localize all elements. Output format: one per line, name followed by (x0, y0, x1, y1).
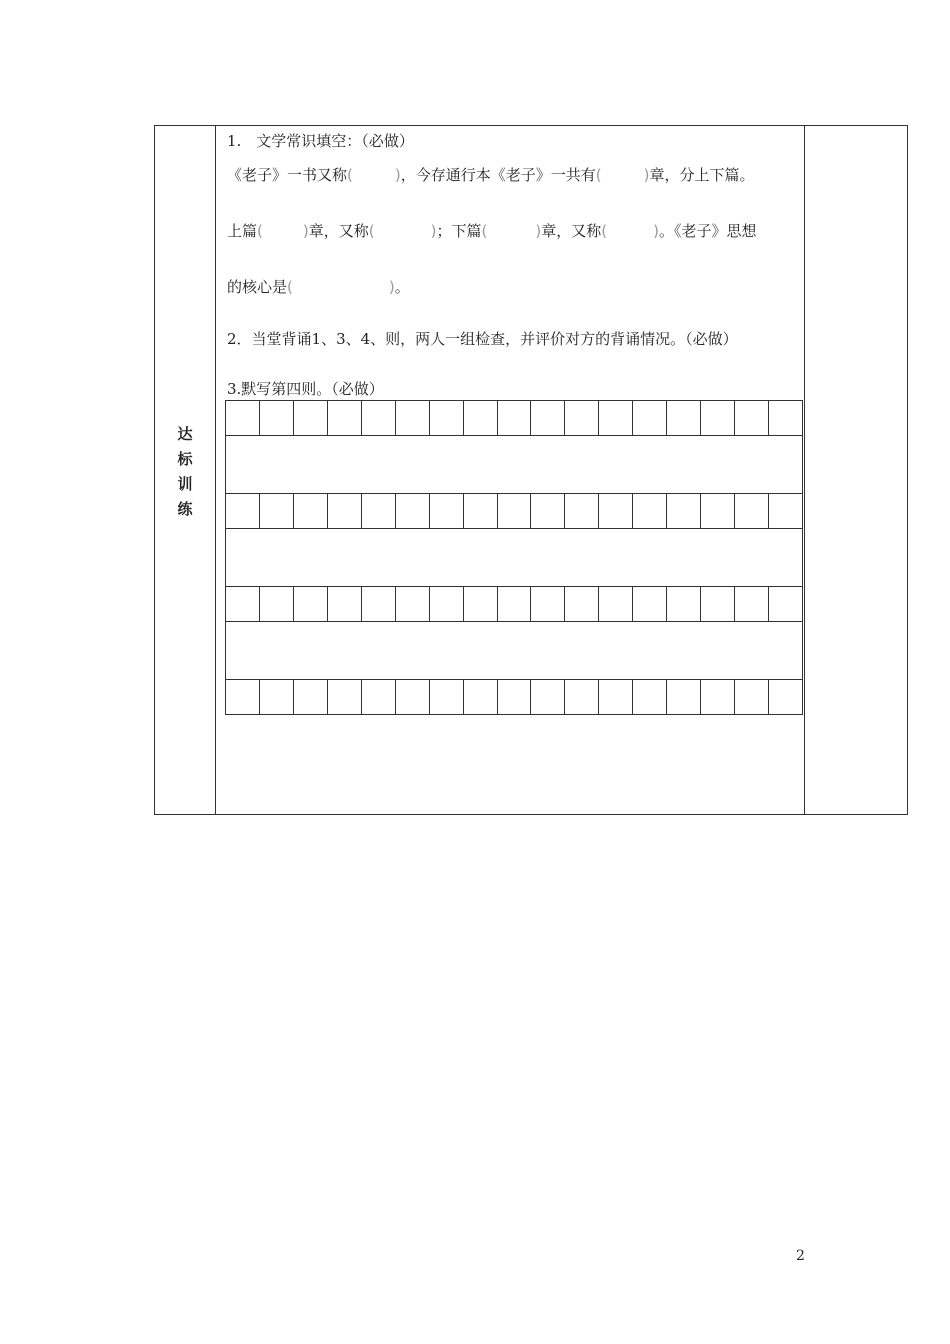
grid-cell[interactable] (769, 494, 802, 528)
answer-blank[interactable]: ( ) (368, 222, 437, 240)
grid-gap (225, 529, 803, 586)
section-label (155, 422, 215, 522)
exercise-table (154, 125, 908, 815)
grid-cell[interactable] (667, 401, 701, 435)
grid-cell[interactable] (294, 680, 328, 714)
grid-cell[interactable] (226, 494, 260, 528)
answer-blank[interactable]: ( ) (595, 166, 650, 184)
grid-cell[interactable] (633, 401, 667, 435)
grid-cell[interactable] (565, 587, 599, 621)
grid-cell[interactable] (294, 587, 328, 621)
grid-cell[interactable] (464, 680, 498, 714)
answer-blank[interactable]: ( ) (287, 278, 395, 296)
grid-cell[interactable] (396, 587, 430, 621)
grid-cell[interactable] (633, 494, 667, 528)
grid-cell[interactable] (599, 680, 633, 714)
grid-cell[interactable] (396, 401, 430, 435)
page-number: 2 (796, 1248, 805, 1264)
grid-cell[interactable] (498, 494, 532, 528)
grid-cell[interactable] (565, 680, 599, 714)
column-divider-right (804, 126, 805, 814)
q2-text: 2．当堂背诵1、3、4、则，两人一组检查，并评价对方的背诵情况。（必做） (227, 330, 738, 348)
grid-cell[interactable] (667, 494, 701, 528)
grid-cell[interactable] (531, 401, 565, 435)
grid-cell[interactable] (430, 680, 464, 714)
grid-cell[interactable] (599, 401, 633, 435)
q1-line-3: 的核心是( )。 (227, 278, 410, 296)
grid-cell[interactable] (294, 401, 328, 435)
grid-cell[interactable] (328, 587, 362, 621)
grid-cell[interactable] (260, 680, 294, 714)
grid-cell[interactable] (769, 587, 802, 621)
grid-cell[interactable] (260, 494, 294, 528)
grid-cell[interactable] (328, 401, 362, 435)
answer-blank[interactable]: ( ) (601, 222, 659, 240)
grid-cell[interactable] (294, 494, 328, 528)
q3-text: 3.默写第四则。（必做） (227, 380, 384, 398)
grid-cell[interactable] (396, 494, 430, 528)
grid-cell[interactable] (599, 494, 633, 528)
answer-blank[interactable]: ( ) (481, 222, 542, 240)
grid-cell[interactable] (735, 401, 769, 435)
column-divider-left (215, 126, 216, 814)
grid-cell[interactable] (633, 680, 667, 714)
grid-cell[interactable] (667, 587, 701, 621)
grid-cell[interactable] (565, 401, 599, 435)
grid-cell[interactable] (260, 401, 294, 435)
grid-cell[interactable] (531, 680, 565, 714)
grid-cell[interactable] (735, 494, 769, 528)
q1-line-2: 上篇( )章，又称( )；下篇( )章，又称( )。《老子》思想 (227, 222, 757, 240)
grid-cell[interactable] (464, 401, 498, 435)
grid-cell[interactable] (430, 401, 464, 435)
grid-cell[interactable] (633, 587, 667, 621)
grid-cell[interactable] (701, 401, 735, 435)
grid-cell[interactable] (396, 680, 430, 714)
grid-cell[interactable] (701, 587, 735, 621)
grid-row (225, 400, 803, 436)
grid-cell[interactable] (701, 494, 735, 528)
q1-title: 1. 文学常识填空：（必做） (227, 132, 414, 150)
grid-cell[interactable] (464, 494, 498, 528)
q1-line-1: 《老子》一书又称( )，今存通行本《老子》一共有( )章，分上下篇。 (227, 166, 755, 184)
grid-cell[interactable] (735, 587, 769, 621)
section-label-char: 标 (177, 450, 193, 468)
grid-cell[interactable] (769, 401, 802, 435)
section-label-char: 训 (177, 475, 193, 493)
grid-row (225, 679, 803, 715)
grid-cell[interactable] (498, 587, 532, 621)
section-label-char: 练 (177, 500, 193, 518)
grid-row (225, 586, 803, 622)
grid-cell[interactable] (667, 680, 701, 714)
grid-cell[interactable] (735, 680, 769, 714)
grid-cell[interactable] (430, 494, 464, 528)
grid-cell[interactable] (362, 587, 396, 621)
grid-cell[interactable] (599, 587, 633, 621)
grid-cell[interactable] (362, 680, 396, 714)
grid-cell[interactable] (464, 587, 498, 621)
grid-cell[interactable] (328, 680, 362, 714)
grid-cell[interactable] (260, 587, 294, 621)
grid-gap (225, 436, 803, 493)
grid-cell[interactable] (498, 680, 532, 714)
grid-cell[interactable] (226, 587, 260, 621)
grid-cell[interactable] (565, 494, 599, 528)
grid-cell[interactable] (769, 680, 802, 714)
answer-blank[interactable]: ( ) (347, 166, 401, 184)
grid-cell[interactable] (498, 401, 532, 435)
writing-grid (225, 400, 803, 715)
grid-cell[interactable] (226, 680, 260, 714)
grid-cell[interactable] (328, 494, 362, 528)
answer-blank[interactable]: ( ) (257, 222, 309, 240)
grid-row (225, 493, 803, 529)
section-label-char: 达 (177, 425, 193, 443)
grid-cell[interactable] (531, 587, 565, 621)
grid-cell[interactable] (430, 587, 464, 621)
grid-cell[interactable] (362, 494, 396, 528)
grid-cell[interactable] (701, 680, 735, 714)
grid-cell[interactable] (226, 401, 260, 435)
grid-cell[interactable] (362, 401, 396, 435)
grid-gap (225, 622, 803, 679)
grid-cell[interactable] (531, 494, 565, 528)
